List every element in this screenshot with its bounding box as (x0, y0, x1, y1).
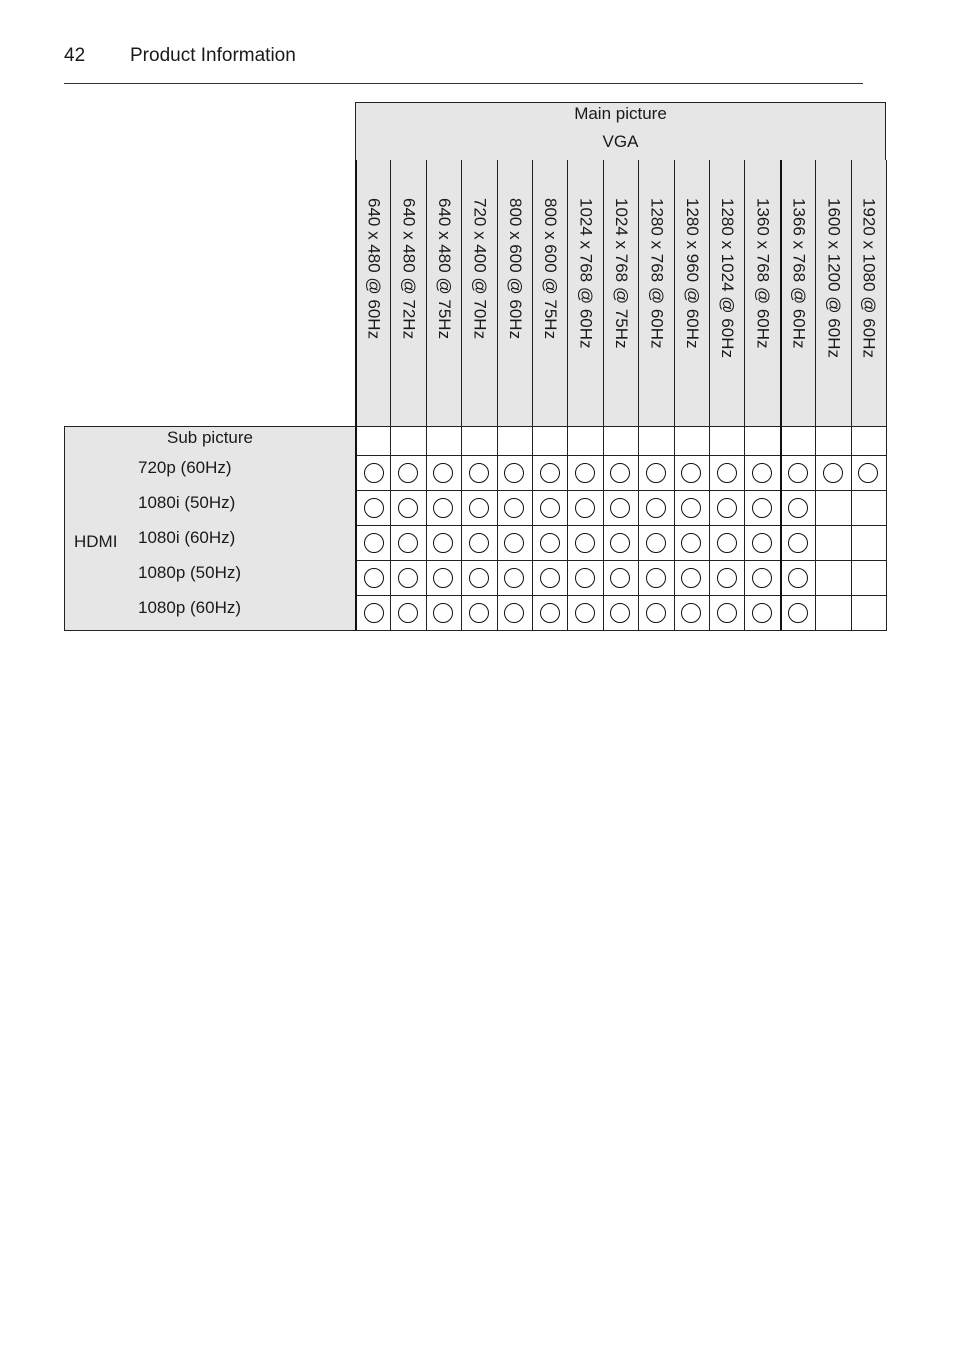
column-spacer-cell (461, 160, 497, 191)
column-label: 720 x 400 @ 70Hz (470, 198, 490, 340)
table-cell (426, 525, 462, 561)
supported-circle-icon (858, 463, 878, 483)
hdmi-label: HDMI (74, 531, 118, 551)
sub-picture-empty-cell (390, 426, 426, 456)
supported-circle-icon (540, 463, 560, 483)
table-cell (709, 525, 745, 561)
page-section-title: Product Information (130, 45, 296, 66)
supported-circle-icon (504, 463, 524, 483)
table-cell (532, 525, 568, 561)
supported-circle-icon (433, 463, 453, 483)
table-cell (851, 455, 887, 491)
supported-circle-icon (504, 603, 524, 623)
sub-picture-empty-cell (603, 426, 639, 456)
row-label: 1080i (60Hz) (138, 528, 236, 547)
supported-circle-icon (575, 463, 595, 483)
header-rule (64, 83, 863, 84)
supported-circle-icon (681, 463, 701, 483)
sub-picture-empty-cell (674, 426, 710, 456)
supported-circle-icon (788, 498, 808, 518)
supported-circle-icon (398, 568, 418, 588)
column-label: 640 x 480 @ 60Hz (364, 198, 384, 340)
table-cell (567, 525, 603, 561)
table-cell (390, 490, 426, 526)
table-cell (815, 595, 851, 631)
table-cell (497, 595, 533, 631)
column-label: 1280 x 1024 @ 60Hz (718, 198, 738, 358)
vga-header (355, 131, 886, 161)
table-cell (390, 595, 426, 631)
sub-picture-empty-cell (744, 426, 780, 456)
supported-circle-icon (610, 533, 630, 553)
table-cell (355, 560, 391, 596)
row-label: 720p (60Hz) (138, 458, 232, 477)
column-header (603, 190, 639, 427)
supported-circle-icon (575, 568, 595, 588)
supported-circle-icon (575, 603, 595, 623)
supported-circle-icon (681, 603, 701, 623)
sub-picture-empty-cell (426, 426, 462, 456)
row-label-cell (133, 595, 355, 631)
supported-circle-icon (469, 498, 489, 518)
column-header (497, 190, 533, 427)
supported-circle-icon (364, 568, 384, 588)
column-header (709, 190, 745, 427)
column-spacer-cell (780, 160, 816, 191)
table-cell (461, 525, 497, 561)
table-cell (638, 595, 674, 631)
table-cell (390, 455, 426, 491)
table-cell (709, 560, 745, 596)
sub-picture-empty-cell (815, 426, 851, 456)
supported-circle-icon (469, 603, 489, 623)
table-cell (461, 595, 497, 631)
table-cell (497, 455, 533, 491)
supported-circle-icon (646, 568, 666, 588)
hdmi-source-cell (64, 455, 134, 631)
table-cell (744, 490, 780, 526)
column-label: 800 x 600 @ 75Hz (541, 198, 561, 340)
table-cell (390, 525, 426, 561)
column-label: 640 x 480 @ 72Hz (399, 198, 419, 340)
table-cell (638, 560, 674, 596)
supported-circle-icon (540, 498, 560, 518)
column-spacer-cell (851, 160, 887, 191)
table-cell (567, 595, 603, 631)
supported-circle-icon (364, 463, 384, 483)
table-cell (744, 455, 780, 491)
column-header (355, 190, 391, 427)
table-cell (355, 455, 391, 491)
supported-circle-icon (540, 568, 560, 588)
column-label: 1024 x 768 @ 75Hz (611, 198, 631, 349)
column-header (567, 190, 603, 427)
table-cell (567, 490, 603, 526)
column-label: 1366 x 768 @ 60Hz (789, 198, 809, 349)
table-cell (603, 560, 639, 596)
supported-circle-icon (469, 463, 489, 483)
table-cell (461, 455, 497, 491)
page-number: 42 (64, 45, 86, 66)
supported-circle-icon (788, 533, 808, 553)
supported-circle-icon (752, 533, 772, 553)
table-cell (815, 455, 851, 491)
table-cell (603, 490, 639, 526)
supported-circle-icon (610, 463, 630, 483)
supported-circle-icon (823, 463, 843, 483)
column-header (674, 190, 710, 427)
column-spacer-cell (603, 160, 639, 191)
table-cell (780, 560, 816, 596)
supported-circle-icon (788, 568, 808, 588)
column-label: 640 x 480 @ 75Hz (434, 198, 454, 340)
sub-picture-empty-cell (532, 426, 568, 456)
column-spacer-cell (532, 160, 568, 191)
table-cell (567, 560, 603, 596)
table-cell (709, 595, 745, 631)
table-cell (461, 560, 497, 596)
column-spacer-cell (497, 160, 533, 191)
table-cell (674, 525, 710, 561)
supported-circle-icon (681, 568, 701, 588)
supported-circle-icon (398, 498, 418, 518)
supported-circle-icon (364, 498, 384, 518)
supported-circle-icon (575, 498, 595, 518)
sub-picture-empty-cell (780, 426, 816, 456)
table-cell (851, 525, 887, 561)
column-header (390, 190, 426, 427)
column-header (851, 190, 887, 427)
table-cell (780, 490, 816, 526)
table-cell (603, 525, 639, 561)
table-cell (851, 595, 887, 631)
supported-circle-icon (610, 603, 630, 623)
supported-circle-icon (433, 603, 453, 623)
supported-circle-icon (469, 568, 489, 588)
supported-circle-icon (788, 603, 808, 623)
table-cell (497, 525, 533, 561)
supported-circle-icon (469, 533, 489, 553)
column-header (638, 190, 674, 427)
table-cell (426, 595, 462, 631)
supported-circle-icon (646, 603, 666, 623)
supported-circle-icon (504, 498, 524, 518)
column-spacer-cell (355, 160, 391, 191)
table-cell (815, 525, 851, 561)
table-cell (744, 560, 780, 596)
supported-circle-icon (398, 533, 418, 553)
table-cell (532, 560, 568, 596)
column-spacer-cell (426, 160, 462, 191)
table-cell (461, 490, 497, 526)
supported-circle-icon (717, 568, 737, 588)
supported-circle-icon (433, 568, 453, 588)
table-cell (638, 525, 674, 561)
row-label: 1080p (50Hz) (138, 563, 242, 582)
sub-picture-empty-cell (709, 426, 745, 456)
sub-picture-empty-cell (461, 426, 497, 456)
table-cell (532, 490, 568, 526)
table-cell (674, 490, 710, 526)
table-cell (638, 490, 674, 526)
column-label: 800 x 600 @ 60Hz (505, 198, 525, 340)
table-cell (638, 455, 674, 491)
row-label: 1080i (50Hz) (138, 493, 236, 512)
supported-circle-icon (646, 463, 666, 483)
column-spacer-cell (390, 160, 426, 191)
table-cell (426, 490, 462, 526)
supported-circle-icon (540, 603, 560, 623)
supported-circle-icon (575, 533, 595, 553)
supported-circle-icon (364, 603, 384, 623)
table-cell (744, 595, 780, 631)
supported-circle-icon (717, 498, 737, 518)
supported-circle-icon (398, 463, 418, 483)
table-cell (355, 525, 391, 561)
sub-picture-label: Sub picture (167, 428, 253, 447)
table-cell (497, 490, 533, 526)
table-cell (851, 490, 887, 526)
table-cell (497, 560, 533, 596)
supported-circle-icon (752, 498, 772, 518)
main-picture-header (355, 102, 886, 132)
supported-circle-icon (752, 603, 772, 623)
supported-circle-icon (752, 463, 772, 483)
supported-circle-icon (504, 568, 524, 588)
table-cell (674, 455, 710, 491)
column-spacer-cell (709, 160, 745, 191)
row-label-cell (133, 455, 355, 491)
table-cell (780, 455, 816, 491)
table-cell (674, 595, 710, 631)
row-label: 1080p (60Hz) (138, 598, 242, 617)
row-label-cell (133, 525, 355, 561)
table-cell (390, 560, 426, 596)
supported-circle-icon (610, 568, 630, 588)
column-spacer-cell (744, 160, 780, 191)
table-cell (426, 455, 462, 491)
table-cell (355, 595, 391, 631)
supported-circle-icon (681, 498, 701, 518)
table-cell (851, 560, 887, 596)
supported-circle-icon (646, 498, 666, 518)
supported-circle-icon (504, 533, 524, 553)
column-spacer-cell (567, 160, 603, 191)
column-header (780, 190, 816, 427)
table-cell (674, 560, 710, 596)
table-cell (532, 595, 568, 631)
table-cell (603, 455, 639, 491)
column-spacer-cell (815, 160, 851, 191)
sub-picture-header (64, 426, 355, 456)
table-cell (532, 455, 568, 491)
table-cell (780, 595, 816, 631)
supported-circle-icon (398, 603, 418, 623)
column-label: 1024 x 768 @ 60Hz (576, 198, 596, 349)
table-cell (744, 525, 780, 561)
column-label: 1920 x 1080 @ 60Hz (859, 198, 879, 358)
column-label: 1280 x 960 @ 60Hz (682, 198, 702, 349)
supported-circle-icon (752, 568, 772, 588)
supported-circle-icon (717, 533, 737, 553)
sub-picture-empty-cell (355, 426, 391, 456)
sub-picture-empty-cell (638, 426, 674, 456)
table-cell (780, 525, 816, 561)
table-cell (709, 455, 745, 491)
column-spacer-cell (638, 160, 674, 191)
table-cell (355, 490, 391, 526)
supported-circle-icon (433, 533, 453, 553)
supported-circle-icon (681, 533, 701, 553)
column-header (426, 190, 462, 427)
row-label-cell (133, 560, 355, 596)
vga-label: VGA (602, 132, 639, 151)
supported-circle-icon (717, 603, 737, 623)
table-cell (815, 560, 851, 596)
column-header (532, 190, 568, 427)
supported-circle-icon (540, 533, 560, 553)
sub-picture-empty-cell (497, 426, 533, 456)
supported-circle-icon (433, 498, 453, 518)
table-cell (709, 490, 745, 526)
column-spacer-cell (674, 160, 710, 191)
supported-circle-icon (788, 463, 808, 483)
column-label: 1600 x 1200 @ 60Hz (824, 198, 844, 358)
main-picture-label: Main picture (574, 104, 667, 123)
sub-picture-empty-cell (851, 426, 887, 456)
column-header (744, 190, 780, 427)
table-cell (815, 490, 851, 526)
column-label: 1360 x 768 @ 60Hz (753, 198, 773, 349)
column-header (815, 190, 851, 427)
column-label: 1280 x 768 @ 60Hz (647, 198, 667, 349)
supported-circle-icon (364, 533, 384, 553)
table-cell (567, 455, 603, 491)
row-label-cell (133, 490, 355, 526)
supported-circle-icon (610, 498, 630, 518)
column-header (461, 190, 497, 427)
sub-picture-empty-cell (567, 426, 603, 456)
supported-circle-icon (646, 533, 666, 553)
table-cell (426, 560, 462, 596)
table-cell (603, 595, 639, 631)
supported-circle-icon (717, 463, 737, 483)
